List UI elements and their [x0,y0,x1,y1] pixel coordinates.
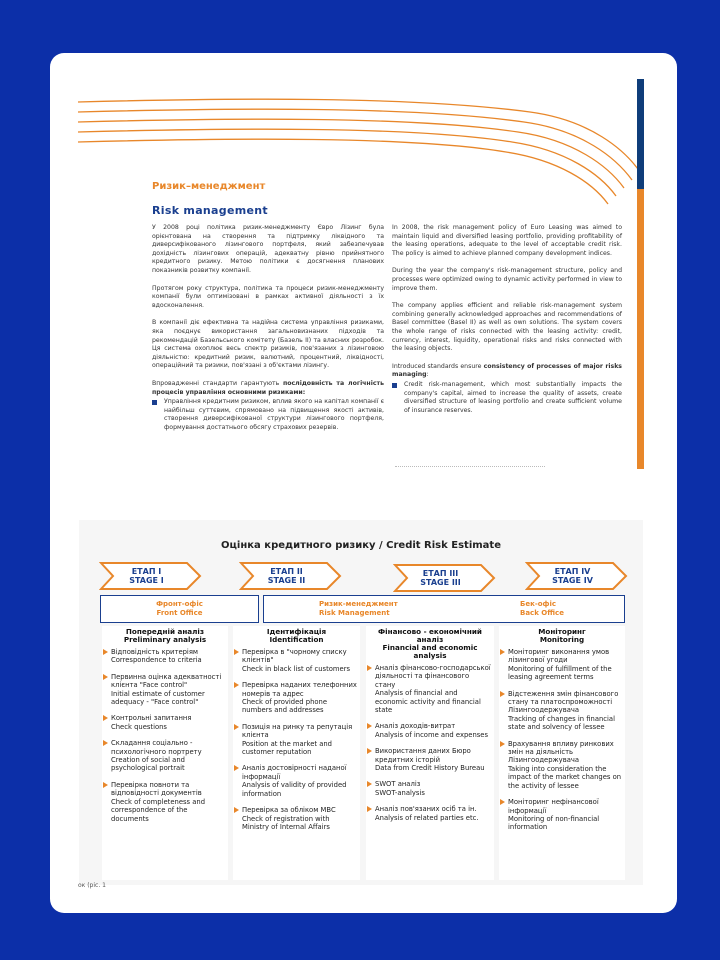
item-en: Monitoring of non-financial information [508,814,600,832]
stage-label-en: STAGE III [420,578,461,587]
diagram-title: Оцінка кредитного ризику / Credit Risk Estimate [221,540,501,551]
column-head-ua: Попередній аналіз [125,627,205,636]
item-en: SWOT-analysis [375,788,425,797]
list-item [102,739,228,773]
item-ua: Перевірка в "чорному списку клієнтів" [242,648,347,665]
column-head-ua: Ідентифікація [266,627,327,636]
stage-label-ua: ЕТАП ІІІ [422,569,459,578]
list-item [102,648,228,665]
item-ua: Відстеження змін фінансового стану та платоспроможності Лізингоодержувача [508,689,619,715]
item-en: Initial estimate of customer adequacy - "Face control" [111,689,205,707]
office-front [100,595,259,623]
item-ua: Первинна оцінка адекватності клієнта "Face control" [111,672,222,690]
list-item [499,648,625,682]
item-ua: Позиція на ринку та репутація клієнта [242,722,353,740]
list-item [233,723,360,757]
dotted-divider [395,466,545,467]
item-en: Check of completeness and correspondence of the documents [111,797,206,823]
item-en: Check in black list of customers [242,664,351,673]
list-item [102,714,228,731]
paragraph: In 2008, the risk management policy of Euro Leasing was aimed to maintain liquid and diversified leasing portfolio, providing profitability of the leasing operations, adequate to the level of acceptable credit risk. The policy is aimed to achieve planned company development indices. [392,224,622,257]
office-label-ua: Ризик-менеджмент [319,600,398,608]
list-item [102,781,228,823]
stage-label-en: STAGE I [129,576,164,585]
item-ua: Аналіз достовірності наданої інформації [242,764,347,781]
figure-caption: ок (pic. 1 [78,882,106,889]
item-ua: Контрольні запитання [111,714,192,723]
list-item [366,805,494,822]
stage-label-ua: ЕТАП IV [554,567,591,576]
list-item [366,722,494,739]
item-ua: Врахування впливу ринкових змін на діяльність Лізингоодержувача [508,739,614,765]
item-en: Check questions [111,722,167,731]
bullet-item: Управління кредитним ризиком, вплив якого на капітал компанії є найбільш суттєвим, спрямовано на підвищення якості активів, створення диверсифікованої структури лізингового портфеля, формування достатнього обсягу страхових резервів. [152,398,384,432]
column-head-en: Monitoring [539,635,585,644]
item-en: Monitoring of fulfillment of the leasing agreement terms [508,664,612,682]
list-item [233,648,360,673]
paragraph: The company applies efficient and reliable risk-management system combining generally acknowledged approaches and recommendations of Basel committee (Basel II) as well as own solutions. The system covers the whole range of risks connected with the leasing activity: credit, currency, interest, liquidity, operational risks and risks connected with the leasing objects. [392,302,622,353]
office-label-en: Front Office [156,609,203,617]
item-ua: Перевірка за обліком МВС [242,806,336,815]
paragraph: У 2008 році політика ризик-менеджменту Євро Лізинг була орієнтована на створення та підтримку ліквідного та диверсифікованого лізингового портфеля, який забезпечував дохідність лізингових операцій, адекватну рівню прийнятного кредитного ризику. Метою політики є досягнення планових показників розвитку компанії. [152,224,384,274]
stage-label-en: STAGE II [267,576,306,585]
office-label-ua: Фронт-офіс [156,600,203,608]
list-item [366,664,494,714]
column-head-en: Identification [269,635,324,644]
stage-4 [525,561,629,591]
item-en: Correspondence to criteria [111,656,202,665]
stage-column-1 [102,626,228,880]
stage-label-ua: ЕТАП ІІ [270,567,303,576]
item-en: Analysis of financial and economic activity and financial state [375,689,481,715]
office-risk [263,595,493,623]
section-title-ua: Ризик–менеджмент [152,181,266,192]
stage-1 [99,561,203,591]
list-item [233,764,360,798]
item-ua: Перевірка наданих телефонних номерів та адрес [242,681,357,698]
item-ua: Перевірка повноти та відповідності документів [111,780,202,798]
item-ua: Моніторинг виконання умов лізингової угоди [508,648,610,665]
intro-text: Introduced standards ensure [392,362,484,370]
margin-bar-blue [637,79,644,189]
column-head-ua: Фінансово - економічний аналіз [378,627,482,644]
list-item [499,798,625,832]
office-label-en: Risk Management [319,609,390,617]
office-label-ua: Бек-офіс [520,600,557,608]
list-item [366,747,494,772]
list-item [233,681,360,715]
intro-bold: послідовність та логічність процесів управління основними ризиками: [152,379,384,396]
bullet-item: Credit risk-management, which most substantially impacts the company's capital, aimed to increase the quality of assets, create diversified structure of leasing portfolio and create sufficient volume of insurance reserves. [392,381,622,415]
stage-label-ua: ЕТАП І [131,567,162,576]
list-item [366,780,494,797]
item-ua: Аналіз доходів-витрат [375,722,456,731]
margin-bar-orange [637,189,644,469]
list-item [499,690,625,732]
item-ua: Аналіз пов'язаних осіб та ін. [375,805,477,814]
item-en: Check of registration with Ministry of Internal Affairs [242,814,330,831]
stage-column-3 [366,626,494,880]
paragraph [152,380,384,397]
item-ua: Використання даних Бюро кредитних історій [375,747,471,764]
item-ua: Аналіз фінансово-господарської діяльності та фінансового стану [375,664,491,689]
list-item [233,806,360,831]
item-ua: Відповідність критеріям [111,648,199,656]
decorative-curves [50,60,650,210]
stage-column-4 [499,626,625,880]
stage-label-en: STAGE IV [552,576,593,585]
item-ua: SWOT аналіз [375,780,421,789]
item-en: Analysis of income and expenses [375,730,489,739]
paragraph: During the year the company's risk-management structure, policy and processes were optimized owing to dynamic activity performed in view to improve them. [392,267,622,292]
intro-text: Впровадженні стандарти гарантують [152,379,283,387]
item-en: Analysis of related parties etc. [375,813,479,822]
column-head-ua: Моніторинг [538,627,586,636]
stage-column-2 [233,626,360,880]
item-en: Position at the market and customer reputation [242,739,332,757]
item-en: Tracking of changes in financial state and solvency of lessee [508,714,615,732]
item-en: Taking into consideration the impact of the market changes on the activity of lessee [508,764,622,790]
office-back [491,595,625,623]
item-en: Creation of social and psychological portrait [111,756,185,773]
intro-end: : [426,371,429,379]
item-en: Check of provided phone numbers and addresses [242,698,328,715]
paragraph [392,363,622,380]
item-en: Analysis of validity of provided information [242,781,347,798]
list-item [499,740,625,790]
stage-3 [393,563,497,593]
item-ua: Складання соціально - психологічного портрету [111,739,202,756]
stage-2 [239,561,343,591]
office-label-en: Back Office [520,609,564,617]
column-head-en: Preliminary analysis [123,635,207,644]
list-item [102,673,228,707]
section-title-en: Risk management [152,204,268,217]
column-head-en: Financial and economic analysis [382,643,478,660]
paragraph: Протягом року структура, політика та процеси ризик-менеджменту компанії були оптимізовані в рамках активної діяльності з їх вдосконалення. [152,284,384,309]
text-column-ua [152,224,384,441]
paragraph: В компанії діє ефективна та надійна система управління ризиками, яка поєднує використання загальновизнаних підходів та рекомендацій Базельського комітету (Базель ІІ) та власних розробок. Ця система охоплює весь спектр ризиків, пов'язаних з лізинговою діяльністю: кредитний ризик, валютний, процентний, ліквідності, операційний та ризики, пов'язані з об'єктами лізингу. [152,319,384,370]
item-en: Data from Credit History Bureau [375,764,485,773]
item-ua: Моніторинг нефінансової інформації [508,798,599,815]
intro-bold: consistency of processes of major risks managing [392,362,622,379]
text-column-en [392,224,622,424]
